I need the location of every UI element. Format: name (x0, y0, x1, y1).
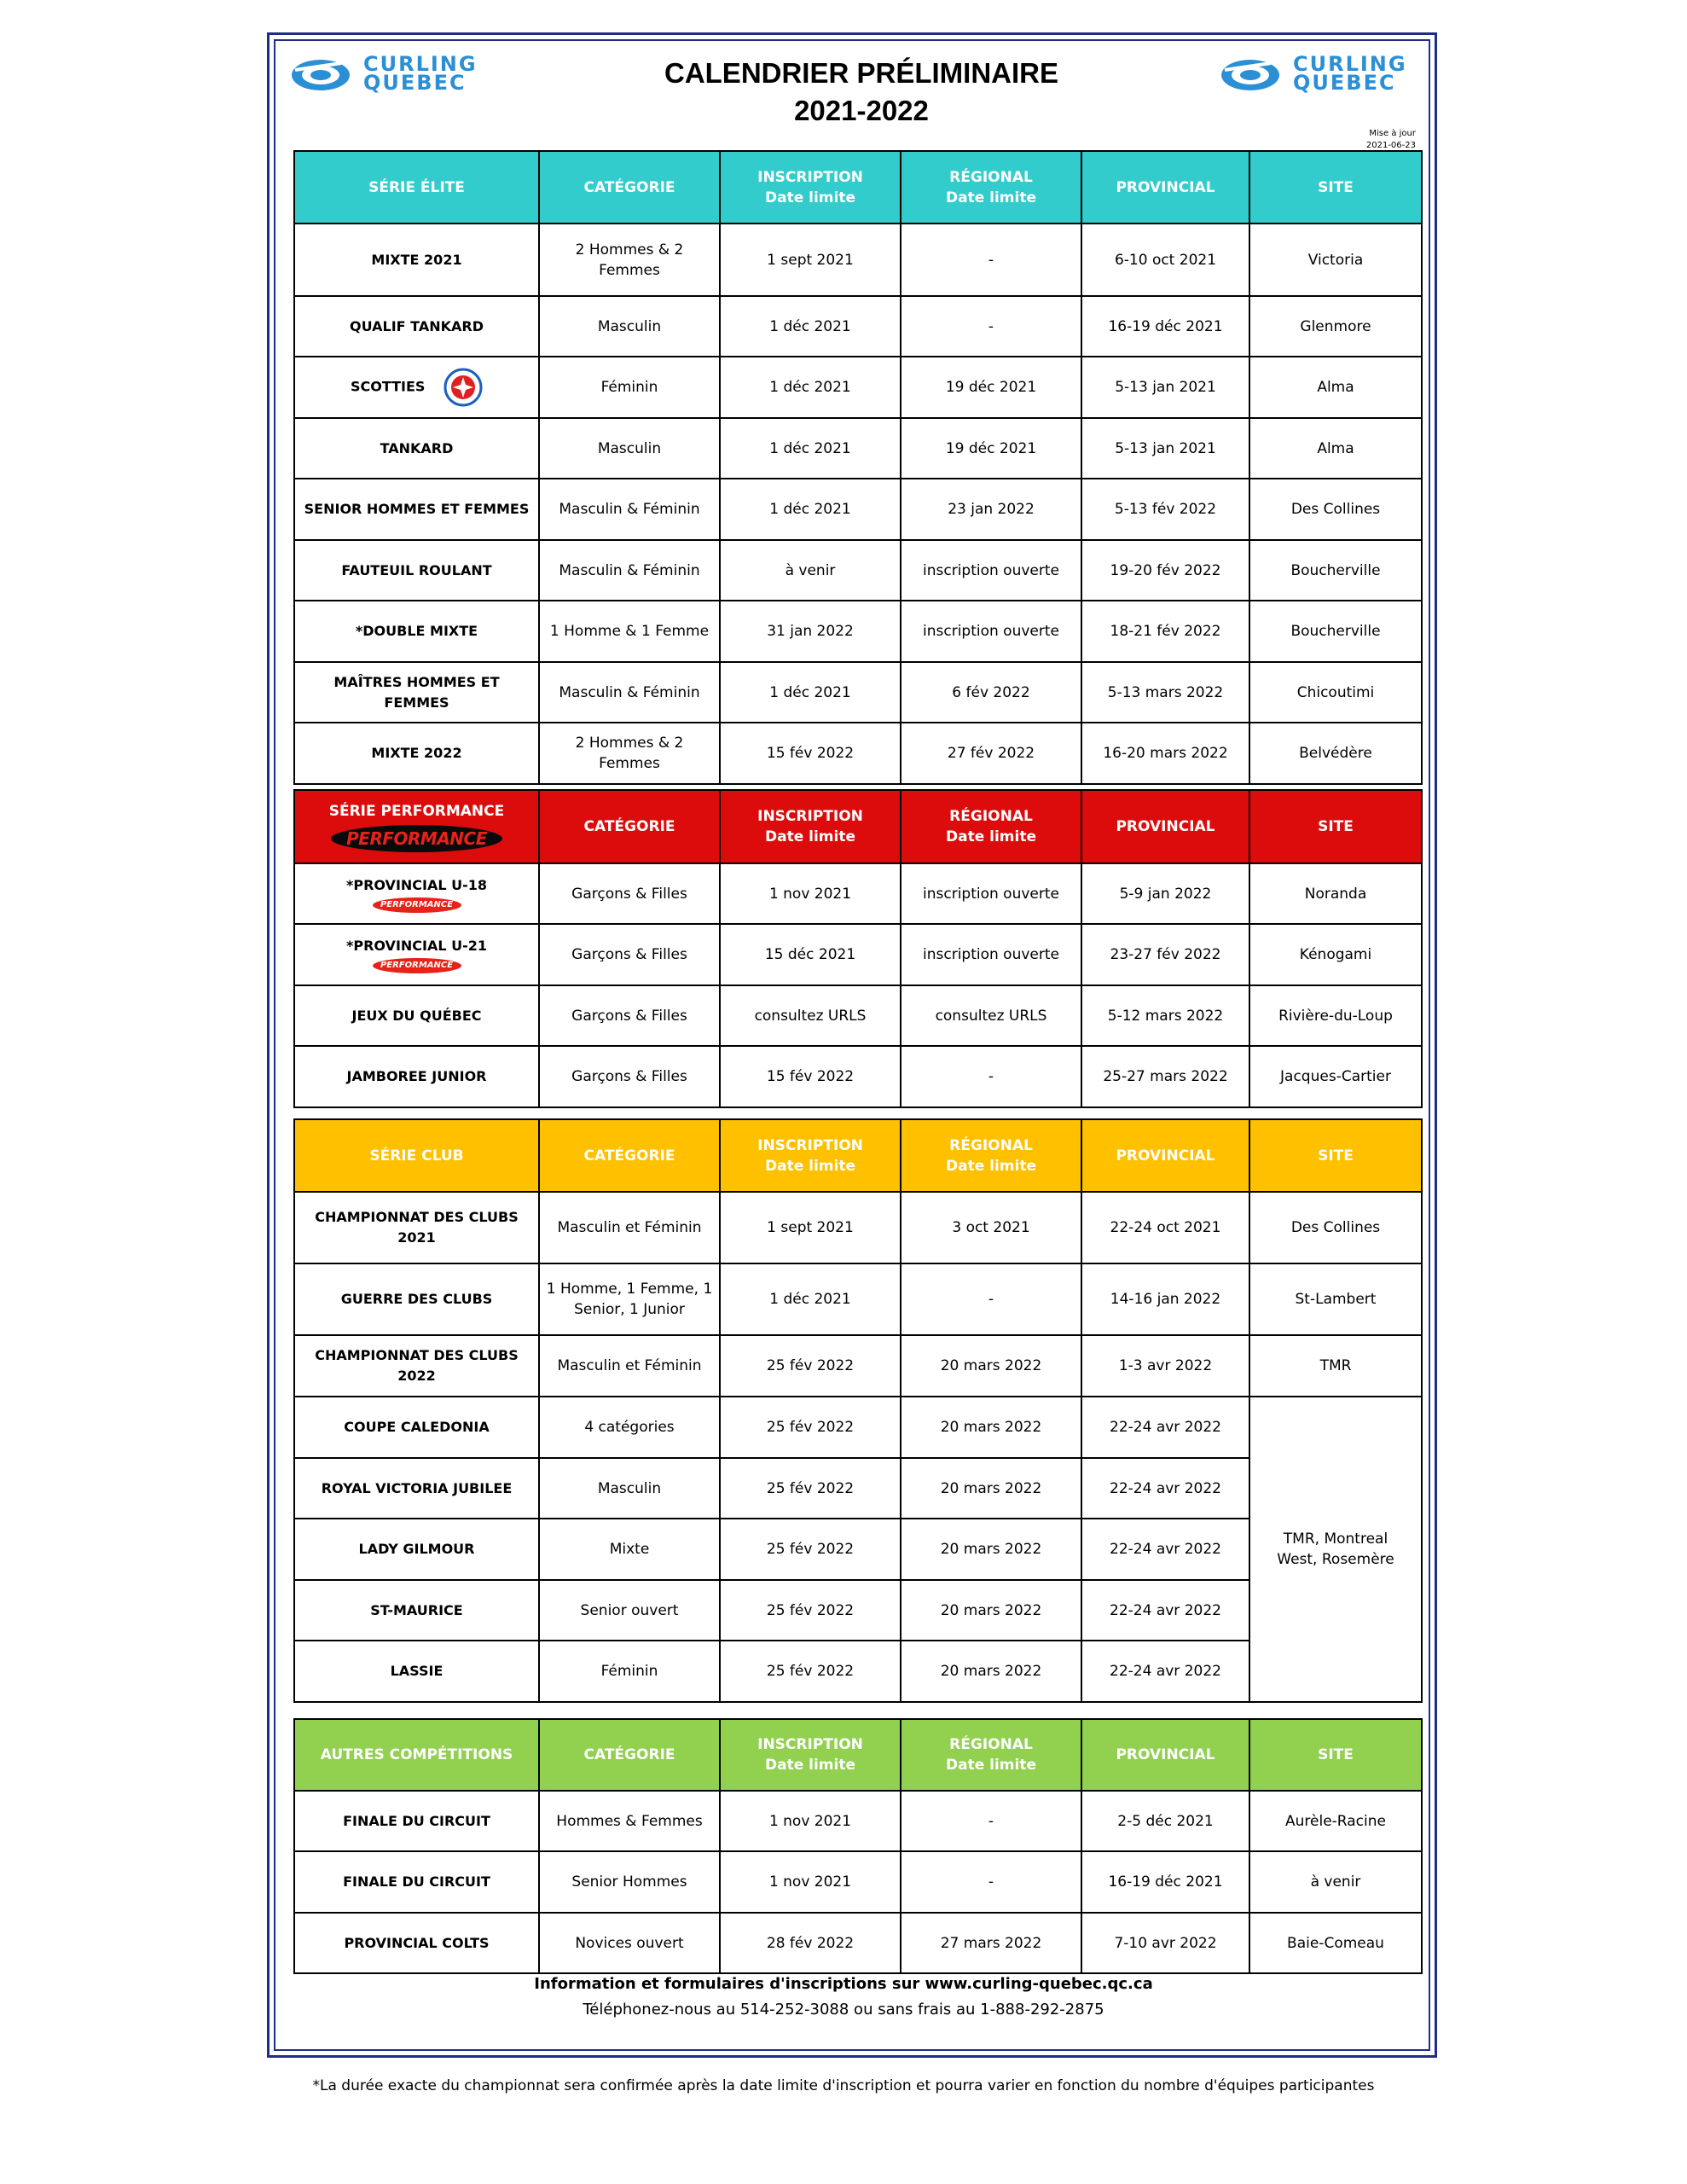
table-row (294, 985, 1422, 1046)
regional-cell: 23 jan 2022 (901, 479, 1081, 540)
event-name: FAUTEUIL ROULANT (294, 540, 539, 601)
provincial-cell: 22-24 avr 2022 (1081, 1397, 1249, 1458)
inscription-cell: 1 nov 2021 (720, 863, 901, 924)
category-cell: Garçons & Filles (539, 924, 720, 985)
header-regional-line1: RÉGIONAL (949, 168, 1033, 186)
table-serie-club (293, 1118, 1423, 1703)
event-name: PROVINCIAL COLTS (294, 1913, 539, 1973)
inscription-cell: 15 fév 2022 (720, 723, 901, 784)
curling-quebec-logo-right (1218, 51, 1407, 96)
site-cell: Alma (1249, 357, 1422, 418)
regional-cell: - (901, 1851, 1081, 1913)
header-provincial: PROVINCIAL (1081, 151, 1249, 224)
table-row (294, 418, 1422, 479)
category-cell: Féminin (539, 357, 720, 418)
logo-line-2: QUEBEC (1293, 71, 1396, 95)
update-label: Mise à jour (1369, 129, 1416, 138)
regional-cell: - (901, 296, 1081, 357)
header-site: SITE (1249, 151, 1422, 224)
inscription-cell: 25 fév 2022 (720, 1580, 901, 1641)
regional-cell: - (901, 1791, 1081, 1851)
table-row (294, 1397, 1422, 1458)
header-regional (901, 790, 1081, 863)
header-category: CATÉGORIE (539, 1719, 720, 1791)
provincial-cell: 5-13 jan 2021 (1081, 357, 1249, 418)
site-cell: Victoria (1249, 224, 1422, 296)
category-cell: Masculin & Féminin (539, 662, 720, 723)
provincial-cell: 25-27 mars 2022 (1081, 1046, 1249, 1107)
table-row (294, 479, 1422, 540)
header-site: SITE (1249, 790, 1422, 863)
header-regional-line1: RÉGIONAL (949, 808, 1033, 825)
event-name: QUALIF TANKARD (294, 296, 539, 357)
provincial-cell: 1-3 avr 2022 (1081, 1335, 1249, 1397)
category-cell: Féminin (539, 1641, 720, 1702)
header-inscription-line1: INSCRIPTION (757, 168, 863, 186)
header-site: SITE (1249, 1119, 1422, 1192)
provincial-cell: 6-10 oct 2021 (1081, 224, 1249, 296)
regional-cell: 20 mars 2022 (901, 1458, 1081, 1519)
site-cell: Boucherville (1249, 540, 1422, 601)
event-name: LASSIE (294, 1641, 539, 1702)
performance-badge: PERFORMANCE (373, 897, 461, 913)
header-row (294, 151, 1422, 224)
table-row (294, 601, 1422, 662)
provincial-cell: 19-20 fév 2022 (1081, 540, 1249, 601)
provincial-cell: 5-12 mars 2022 (1081, 985, 1249, 1046)
regional-cell: consultez URLS (901, 985, 1081, 1046)
regional-cell: 27 fév 2022 (901, 723, 1081, 784)
performance-badge: PERFORMANCE (373, 958, 461, 973)
site-cell: Boucherville (1249, 601, 1422, 662)
site-cell: Rivière-du-Loup (1249, 985, 1422, 1046)
regional-cell: - (901, 1263, 1081, 1335)
scotties-logo-icon (443, 368, 483, 407)
event-name: *PROVINCIAL U-18 (345, 876, 488, 893)
site-cell: TMR (1249, 1335, 1422, 1397)
provincial-cell: 16-19 déc 2021 (1081, 1851, 1249, 1913)
header-inscription (720, 790, 901, 863)
inscription-cell: 25 fév 2022 (720, 1397, 901, 1458)
header-inscription-line1: INSCRIPTION (757, 808, 863, 825)
provincial-cell: 18-21 fév 2022 (1081, 601, 1249, 662)
table-row (294, 296, 1422, 357)
site-cell: à venir (1249, 1851, 1422, 1913)
event-name: *PROVINCIAL U-21 (345, 938, 488, 954)
page-title (597, 55, 1126, 130)
regional-cell: inscription ouverte (901, 601, 1081, 662)
header-inscription-line2: Date limite (764, 1757, 855, 1774)
event-name-cell (294, 357, 539, 418)
provincial-cell: 22-24 avr 2022 (1081, 1580, 1249, 1641)
inscription-cell: 28 fév 2022 (720, 1913, 901, 1973)
inscription-cell: 1 sept 2021 (720, 1192, 901, 1263)
header-series: AUTRES COMPÉTITIONS (294, 1719, 539, 1791)
footer-phone: Téléphonez-nous au 514-252-3088 ou sans frais au 1-888-292-2875 (583, 2001, 1104, 2018)
table-row (294, 863, 1422, 924)
category-cell: Masculin et Féminin (539, 1192, 720, 1263)
category-cell: Masculin et Féminin (539, 1335, 720, 1397)
inscription-cell: 1 déc 2021 (720, 357, 901, 418)
event-name: JAMBOREE JUNIOR (294, 1046, 539, 1107)
event-name: ST-MAURICE (294, 1580, 539, 1641)
header-provincial: PROVINCIAL (1081, 1119, 1249, 1192)
header-series: SÉRIE CLUB (294, 1119, 539, 1192)
table-row (294, 1192, 1422, 1263)
site-cell: Alma (1249, 418, 1422, 479)
provincial-cell: 7-10 avr 2022 (1081, 1913, 1249, 1973)
table-row (294, 662, 1422, 723)
category-cell: 1 Homme, 1 Femme, 1 Senior, 1 Junior (539, 1263, 720, 1335)
logo-line-1: CURLING (1293, 52, 1407, 76)
header-category: CATÉGORIE (539, 151, 720, 224)
performance-logo: PERFORMANCE (331, 825, 502, 852)
event-name: MIXTE 2022 (294, 723, 539, 784)
header-site: SITE (1249, 1719, 1422, 1791)
table-autres-competitions (293, 1718, 1423, 1974)
event-name-cell (294, 863, 539, 924)
provincial-cell: 5-13 fév 2022 (1081, 479, 1249, 540)
header-regional-line2: Date limite (945, 189, 1036, 206)
logo-line-2: QUEBEC (363, 71, 467, 95)
category-cell: Garçons & Filles (539, 985, 720, 1046)
regional-cell: 19 déc 2021 (901, 418, 1081, 479)
regional-cell: 20 mars 2022 (901, 1519, 1081, 1580)
inscription-cell: à venir (720, 540, 901, 601)
table-row (294, 1913, 1422, 1973)
event-name: COUPE CALEDONIA (294, 1397, 539, 1458)
logo-wordmark (1293, 52, 1407, 95)
logo-wordmark (363, 52, 478, 95)
header-inscription-line1: INSCRIPTION (757, 1136, 863, 1154)
event-name: FINALE DU CIRCUIT (294, 1851, 539, 1913)
header-inscription (720, 1719, 901, 1791)
category-cell: Mixte (539, 1519, 720, 1580)
category-cell: Hommes & Femmes (539, 1791, 720, 1851)
regional-cell: inscription ouverte (901, 863, 1081, 924)
event-name: GUERRE DES CLUBS (294, 1263, 539, 1335)
inscription-cell: 1 nov 2021 (720, 1791, 901, 1851)
curling-stone-icon (288, 53, 357, 94)
provincial-cell: 5-9 jan 2022 (1081, 863, 1249, 924)
inscription-cell: 25 fév 2022 (720, 1335, 901, 1397)
category-cell: Garçons & Filles (539, 1046, 720, 1107)
site-cell: Jacques-Cartier (1249, 1046, 1422, 1107)
site-cell: Chicoutimi (1249, 662, 1422, 723)
event-name: TANKARD (294, 418, 539, 479)
table-row (294, 1791, 1422, 1851)
inscription-cell: consultez URLS (720, 985, 901, 1046)
regional-cell: 27 mars 2022 (901, 1913, 1081, 1973)
category-cell: Masculin (539, 418, 720, 479)
category-cell: Masculin & Féminin (539, 479, 720, 540)
header-inscription-line2: Date limite (764, 189, 855, 206)
provincial-cell: 5-13 mars 2022 (1081, 662, 1249, 723)
category-cell: Garçons & Filles (539, 863, 720, 924)
curling-stone-icon (1218, 53, 1286, 94)
site-cell: Noranda (1249, 863, 1422, 924)
shared-site-cell: TMR, Montreal West, Rosemère (1249, 1397, 1422, 1702)
table-row (294, 723, 1422, 784)
table-row (294, 924, 1422, 985)
header-regional-line1: RÉGIONAL (949, 1136, 1033, 1154)
inscription-cell: 1 nov 2021 (720, 1851, 901, 1913)
inscription-cell: 1 déc 2021 (720, 662, 901, 723)
event-name: LADY GILMOUR (294, 1519, 539, 1580)
title-line-1: CALENDRIER PRÉLIMINAIRE (664, 57, 1059, 89)
category-cell: Masculin (539, 1458, 720, 1519)
table-serie-performance (293, 789, 1423, 1108)
provincial-cell: 22-24 avr 2022 (1081, 1458, 1249, 1519)
provincial-cell: 2-5 déc 2021 (1081, 1791, 1249, 1851)
category-cell: Senior Hommes (539, 1851, 720, 1913)
header-regional-line2: Date limite (945, 828, 1036, 845)
category-cell: Masculin & Féminin (539, 540, 720, 601)
header-regional (901, 1119, 1081, 1192)
header-regional-line1: RÉGIONAL (949, 1736, 1033, 1753)
table-row (294, 540, 1422, 601)
event-name: *DOUBLE MIXTE (294, 601, 539, 662)
event-name: SCOTTIES (350, 378, 426, 395)
provincial-cell: 16-20 mars 2022 (1081, 723, 1249, 784)
regional-cell: 6 fév 2022 (901, 662, 1081, 723)
table-row (294, 1046, 1422, 1107)
header-series: SÉRIE ÉLITE (294, 151, 539, 224)
table-row (294, 357, 1422, 418)
site-cell: Baie-Comeau (1249, 1913, 1422, 1973)
event-name: CHAMPIONNAT DES CLUBS 2022 (294, 1335, 539, 1397)
header-provincial: PROVINCIAL (1081, 790, 1249, 863)
inscription-cell: 1 sept 2021 (720, 224, 901, 296)
provincial-cell: 22-24 avr 2022 (1081, 1519, 1249, 1580)
header-inscription-line1: INSCRIPTION (757, 1736, 863, 1753)
header-regional (901, 1719, 1081, 1791)
event-name-cell (294, 924, 539, 985)
header-inscription (720, 151, 901, 224)
category-cell: 2 Hommes & 2 Femmes (539, 224, 720, 296)
regional-cell: 3 oct 2021 (901, 1192, 1081, 1263)
table-row (294, 1335, 1422, 1397)
site-cell: Des Collines (1249, 1192, 1422, 1263)
event-name: MAÎTRES HOMMES ET FEMMES (294, 662, 539, 723)
inscription-cell: 25 fév 2022 (720, 1458, 901, 1519)
header-regional-line2: Date limite (945, 1757, 1036, 1774)
site-cell: St-Lambert (1249, 1263, 1422, 1335)
event-name: FINALE DU CIRCUIT (294, 1791, 539, 1851)
header-category: CATÉGORIE (539, 1119, 720, 1192)
regional-cell: - (901, 224, 1081, 296)
event-name: JEUX DU QUÉBEC (294, 985, 539, 1046)
header-category: CATÉGORIE (539, 790, 720, 863)
inscription-cell: 1 déc 2021 (720, 1263, 901, 1335)
inscription-cell: 15 déc 2021 (720, 924, 901, 985)
category-cell: 1 Homme & 1 Femme (539, 601, 720, 662)
event-name: CHAMPIONNAT DES CLUBS 2021 (294, 1192, 539, 1263)
category-cell: 2 Hommes & 2 Femmes (539, 723, 720, 784)
footnote: *La durée exacte du championnat sera confirmée après la date limite d'inscription et pourra varier en fonction du nombre d'équipes participantes (312, 2077, 1375, 2094)
category-cell: Senior ouvert (539, 1580, 720, 1641)
category-cell: Novices ouvert (539, 1913, 720, 1973)
header-row (294, 1119, 1422, 1192)
header-series (294, 790, 539, 863)
header-regional (901, 151, 1081, 224)
regional-cell: 20 mars 2022 (901, 1641, 1081, 1702)
header-provincial: PROVINCIAL (1081, 1719, 1249, 1791)
header-inscription-line2: Date limite (764, 1157, 855, 1175)
site-cell: Belvédère (1249, 723, 1422, 784)
header-row (294, 1719, 1422, 1791)
inscription-cell: 31 jan 2022 (720, 601, 901, 662)
title-line-2: 2021-2022 (794, 95, 929, 126)
table-serie-elite (293, 150, 1423, 785)
header-series-label: SÉRIE PERFORMANCE (328, 803, 505, 820)
site-cell: Glenmore (1249, 296, 1422, 357)
inscription-cell: 25 fév 2022 (720, 1519, 901, 1580)
footer-info: Information et formulaires d'inscriptions sur www.curling-quebec.qc.ca (534, 1975, 1153, 1993)
regional-cell: inscription ouverte (901, 540, 1081, 601)
site-cell: Des Collines (1249, 479, 1422, 540)
site-cell: Kénogami (1249, 924, 1422, 985)
regional-cell: 20 mars 2022 (901, 1580, 1081, 1641)
inscription-cell: 1 déc 2021 (720, 418, 901, 479)
event-name: MIXTE 2021 (294, 224, 539, 296)
regional-cell: inscription ouverte (901, 924, 1081, 985)
regional-cell: 19 déc 2021 (901, 357, 1081, 418)
inscription-cell: 1 déc 2021 (720, 479, 901, 540)
category-cell: Masculin (539, 296, 720, 357)
table-row (294, 1851, 1422, 1913)
inscription-cell: 1 déc 2021 (720, 296, 901, 357)
table-row (294, 224, 1422, 296)
logo-line-1: CURLING (363, 52, 478, 76)
header-row (294, 790, 1422, 863)
site-cell: Aurèle-Racine (1249, 1791, 1422, 1851)
event-name: SENIOR HOMMES ET FEMMES (294, 479, 539, 540)
header-regional-line2: Date limite (945, 1157, 1036, 1175)
provincial-cell: 23-27 fév 2022 (1081, 924, 1249, 985)
provincial-cell: 14-16 jan 2022 (1081, 1263, 1249, 1335)
update-note (1366, 128, 1416, 152)
header-inscription-line2: Date limite (764, 828, 855, 845)
regional-cell: 20 mars 2022 (901, 1335, 1081, 1397)
provincial-cell: 22-24 avr 2022 (1081, 1641, 1249, 1702)
provincial-cell: 22-24 oct 2021 (1081, 1192, 1249, 1263)
curling-quebec-logo-left (288, 51, 478, 96)
header-inscription (720, 1119, 901, 1192)
category-cell: 4 catégories (539, 1397, 720, 1458)
provincial-cell: 16-19 déc 2021 (1081, 296, 1249, 357)
table-row (294, 1263, 1422, 1335)
provincial-cell: 5-13 jan 2021 (1081, 418, 1249, 479)
inscription-cell: 25 fév 2022 (720, 1641, 901, 1702)
regional-cell: 20 mars 2022 (901, 1397, 1081, 1458)
event-name: ROYAL VICTORIA JUBILEE (294, 1458, 539, 1519)
regional-cell: - (901, 1046, 1081, 1107)
update-date: 2021-06-23 (1365, 141, 1416, 150)
inscription-cell: 15 fév 2022 (720, 1046, 901, 1107)
